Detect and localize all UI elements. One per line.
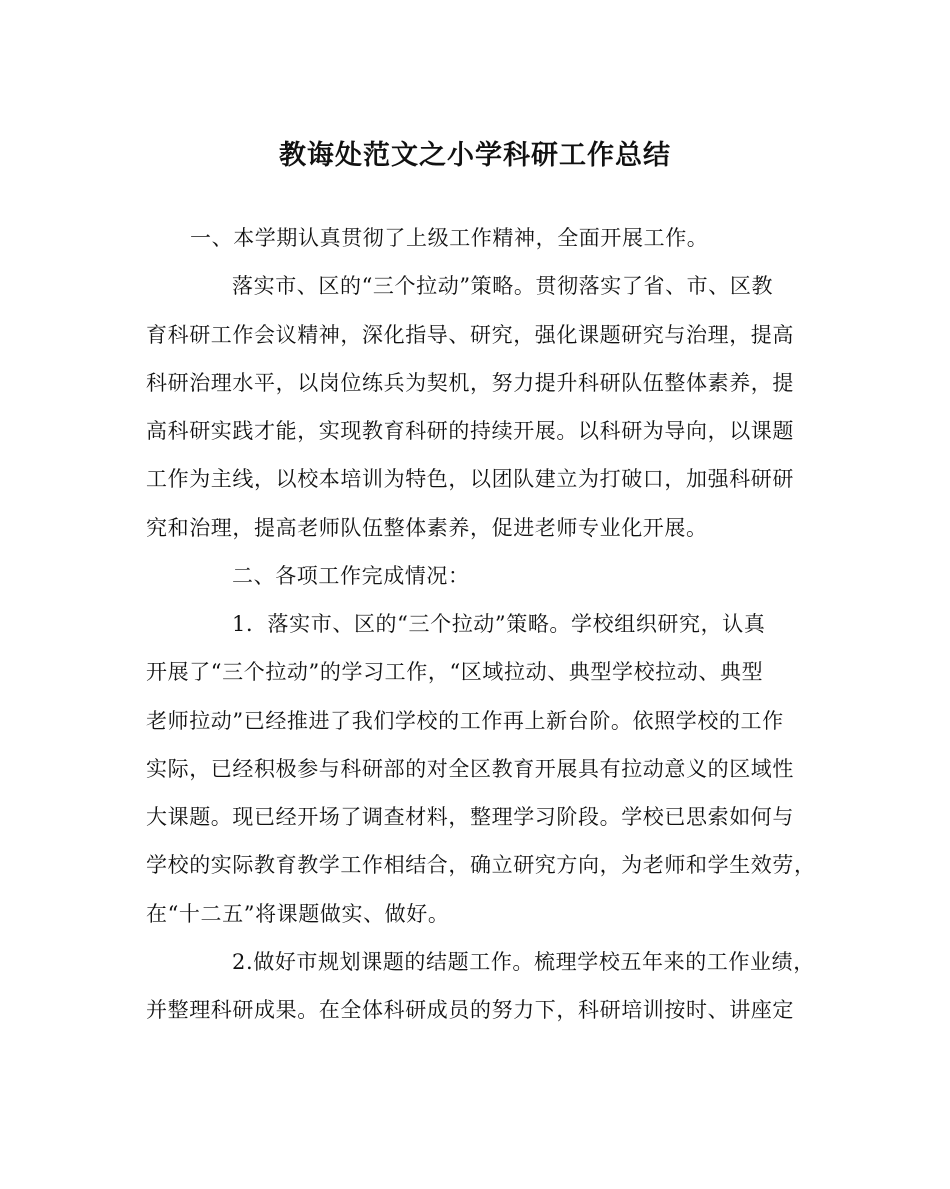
paragraph-line: 育科研工作会议精神，深化指导、研究，强化课题研究与治理，提高 [146,323,794,347]
paragraph-line: 二、各项工作完成情况： [232,564,470,588]
paragraph-line: 科研治理水平，以岗位练兵为契机，努力提升科研队伍整体素养，提 [146,371,794,395]
paragraph-line: 高科研实践才能，实现教育科研的持续开展。以科研为导向，以课题 [146,419,794,443]
paragraph-line: 学校的实际教育教学工作相结合，确立研究方向，为老师和学生效劳， [146,853,816,877]
paragraph-line: 实际，已经积极参与科研部的对全区教育开展具有拉动意义的区域性 [146,757,794,781]
paragraph-line: 一、本学期认真贯彻了上级工作精神，全面开展工作。 [190,226,709,250]
paragraph-line: 在“十二五”将课题做实、做好。 [146,902,450,926]
paragraph-line: 老师拉动”已经推进了我们学校的工作再上新台阶。依照学校的工作 [146,709,784,733]
paragraph-line: 工作为主线，以校本培训为特色，以团队建立为打破口，加强科研研 [146,467,794,491]
paragraph-line: 2.做好市规划课题的结题工作。梳理学校五年来的工作业绩， [232,950,815,974]
paragraph-line: 大课题。现已经开场了调查材料，整理学习阶段。学校已思索如何与 [146,805,794,829]
paragraph-line: 开展了“三个拉动”的学习工作，“区域拉动、典型学校拉动、典型 [146,660,764,684]
paragraph-line: 落实市、区的“三个拉动”策略。贯彻落实了省、市、区教 [232,274,774,298]
document-title: 教诲处范文之小学科研工作总结 [279,140,671,171]
paragraph-line: 1．落实市、区的“三个拉动”策略。学校组织研究，认真 [232,612,766,636]
paragraph-line: 并整理科研成果。在全体科研成员的努力下，科研培训按时、讲座定 [146,998,794,1022]
paragraph-line: 究和治理，提高老师队伍整体素养，促进老师专业化开展。 [146,516,708,540]
